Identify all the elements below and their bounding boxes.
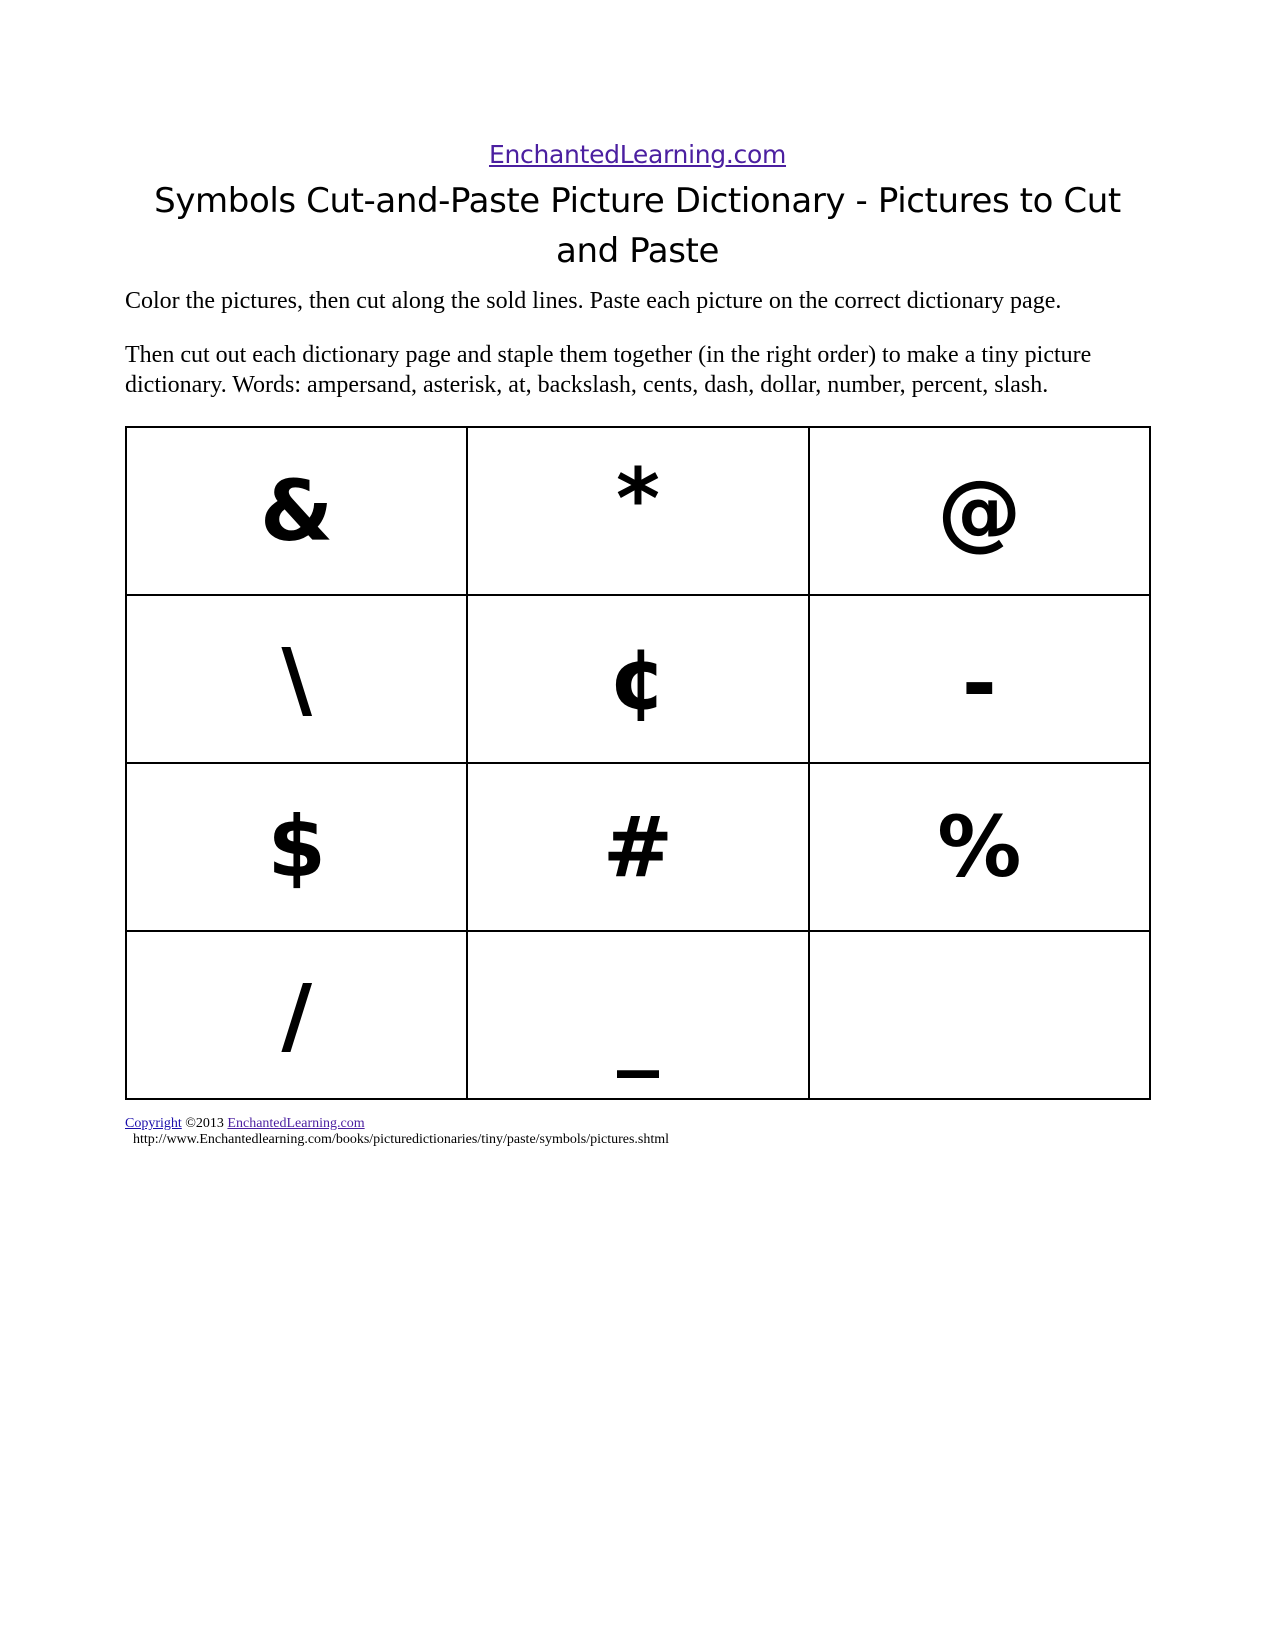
grid-cell-ampersand xyxy=(126,427,467,595)
instructions-paragraph-1: Color the pictures, then cut along the sold lines. Paste each picture on the correct dictionary page. xyxy=(125,288,1062,314)
underscore-symbol: _ xyxy=(616,980,659,1078)
page-title: Symbols Cut-and-Paste Picture Dictionary - Pictures to Cut and Paste xyxy=(154,181,1121,271)
backslash-symbol: \ xyxy=(281,630,312,728)
site-header-link-wrapper xyxy=(0,140,1275,169)
grid-cell-number xyxy=(467,763,808,931)
grid-row xyxy=(126,595,1150,763)
grid-cell-empty xyxy=(809,931,1150,1099)
asterisk-symbol: * xyxy=(616,450,660,548)
grid-cell-at xyxy=(809,427,1150,595)
grid-cell-backslash xyxy=(126,595,467,763)
grid-cell-asterisk xyxy=(467,427,808,595)
site-header-link[interactable]: EnchantedLearning.com xyxy=(488,140,787,169)
instructions-paragraph-2: Then cut out each dictionary page and staple them together (in the right order) to make a tiny picture dictionary. Words: ampersand, asterisk, at, backslash, cents, dash, dollar, number, percent, slash. xyxy=(125,342,1092,398)
cents-symbol: ¢ xyxy=(608,630,668,728)
dollar-symbol: $ xyxy=(267,798,326,896)
ampersand-symbol: & xyxy=(260,462,334,560)
grid-cell-underscore xyxy=(467,931,808,1099)
footer-site-link[interactable]: EnchantedLearning.com xyxy=(227,1116,365,1131)
copyright-year: ©2013 xyxy=(185,1116,224,1131)
grid-row xyxy=(126,763,1150,931)
symbol-grid xyxy=(125,426,1151,1100)
grid-cell-dash xyxy=(809,595,1150,763)
footer xyxy=(125,1116,669,1148)
grid-cell-cents xyxy=(467,595,808,763)
grid-cell-slash xyxy=(126,931,467,1099)
dash-symbol: - xyxy=(961,634,997,732)
page-url: http://www.Enchantedlearning.com/books/picturedictionaries/tiny/paste/symbols/pictures.shtml xyxy=(133,1132,670,1147)
grid-cell-percent xyxy=(809,763,1150,931)
grid-row xyxy=(126,427,1150,595)
copyright-link[interactable]: Copyright xyxy=(125,1116,182,1131)
slash-symbol: / xyxy=(281,966,312,1064)
grid-cell-dollar xyxy=(126,763,467,931)
at-symbol: @ xyxy=(937,462,1022,560)
grid-row xyxy=(126,931,1150,1099)
number-symbol: # xyxy=(602,798,674,896)
percent-symbol: % xyxy=(937,798,1022,896)
